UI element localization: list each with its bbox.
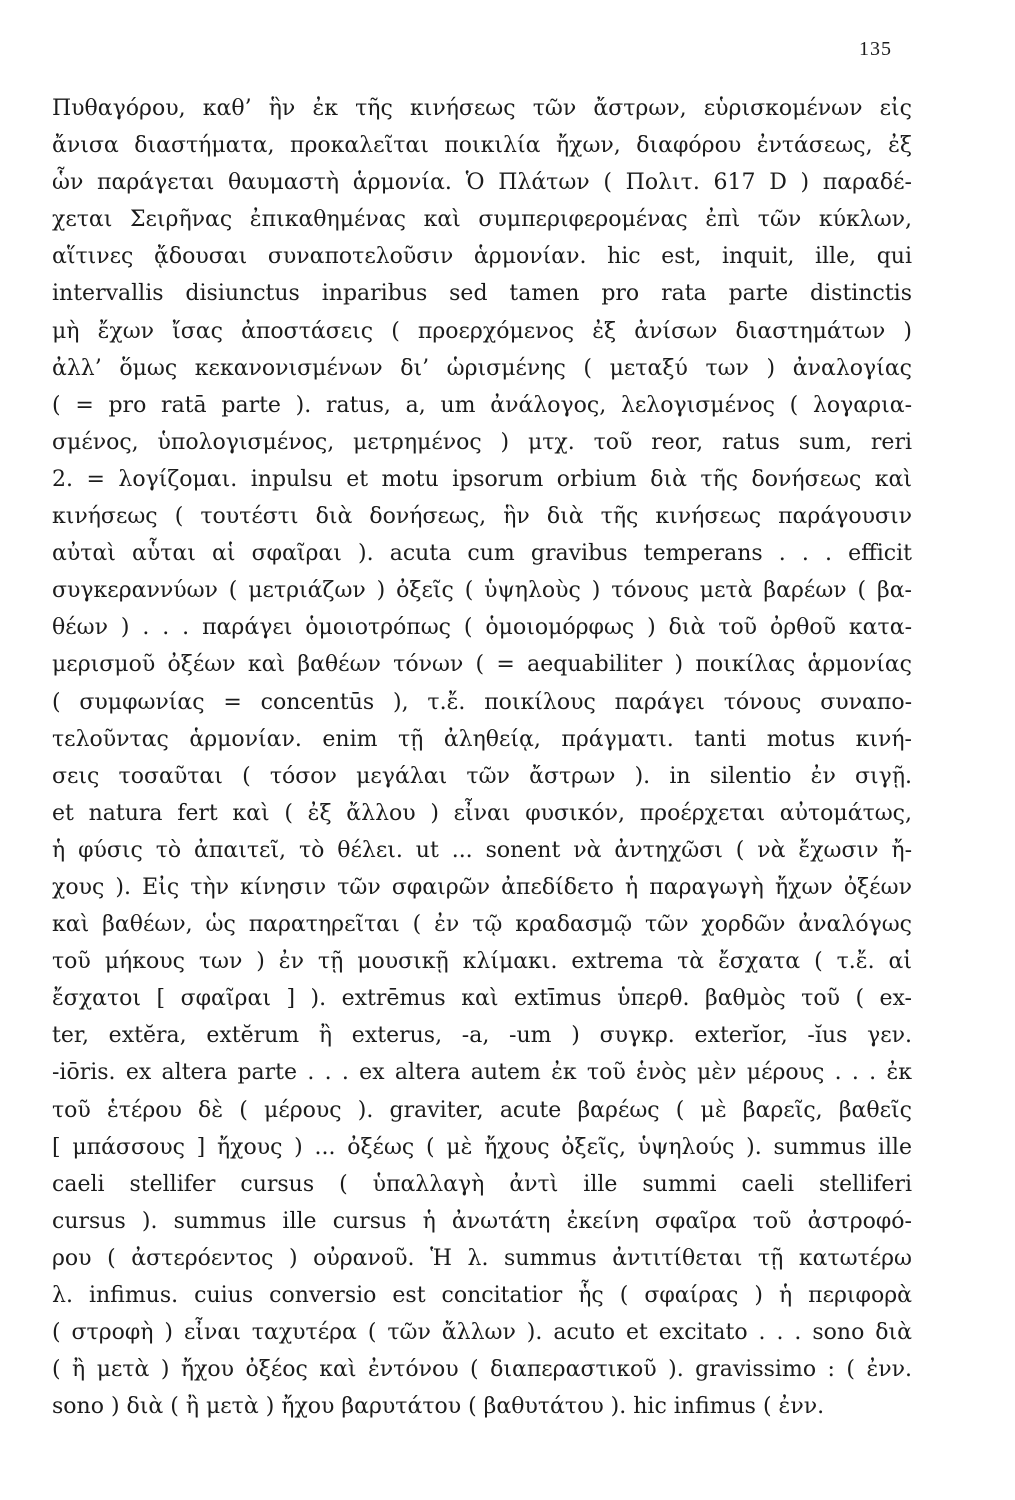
text-line: τοῦ ἑτέρου δὲ ( μέρους ). graviter, acute βαρέως ( μὲ βαρεῖς, βαθεῖς <box>52 1097 912 1123</box>
text-line: ἡ φύσις τὸ ἀπαιτεῖ, τὸ θέλει. ut ... sonent νὰ ἀντηχῶσι ( νὰ ἔχωσιν ἤ- <box>52 837 912 863</box>
text-line: θέων ) . . . παράγει ὁμοιοτρόπως ( ὁμοιομόρφως ) διὰ τοῦ ὀρθοῦ κατα- <box>52 615 912 641</box>
text-line: σεις τοσαῦται ( τόσον μεγάλαι τῶν ἄστρων ). in silentio ἐν σιγῇ. <box>52 763 912 789</box>
text-line: ( = pro ratā parte ). ratus, a, um ἀνάλογος, λελογισμένος ( λογαρια- <box>52 392 912 418</box>
text-line: et natura fert καὶ ( ἐξ ἄλλου ) εἶναι φυσικόν, προέρχεται αὐτομάτως, <box>52 800 912 826</box>
text-line: ( στροφὴ ) εἶναι ταχυτέρα ( τῶν ἄλλων ). acuto et excitato . . . sono διὰ <box>52 1320 912 1346</box>
text-line: μὴ ἔχων ἴσας ἀποστάσεις ( προερχόμενος ἐξ ἀνίσων διαστημάτων ) <box>52 318 912 344</box>
text-line: ( συμφωνίας = concentūs ), τ.ἔ. ποικίλους παράγει τόνους συναπο- <box>52 689 912 715</box>
text-line: ἀλλ’ ὅμως κεκανονισμένων δι’ ὡρισμένης ( μεταξύ των ) ἀναλογίας <box>52 355 912 381</box>
text-line: 2. = λογίζομαι. inpulsu et motu ipsorum orbium διὰ τῆς δονήσεως καὶ <box>52 466 912 492</box>
page-number: 135 <box>859 38 892 60</box>
text-line: ρου ( ἀστερόεντος ) οὐρανοῦ. Ἡ λ. summus ἀντιτίθεται τῇ κατωτέρω <box>52 1245 912 1271</box>
text-line: λ. infimus. cuius conversio est concitatior ἧς ( σφαίρας ) ἡ περιφορὰ <box>52 1283 912 1308</box>
text-line: -iōris. ex altera parte . . . ex altera autem ἐκ τοῦ ἑνὸς μὲν μέρους . . . ἐκ <box>52 1060 912 1086</box>
text-line: ( ἢ μετὰ ) ἤχου ὀξέος καὶ ἐντόνου ( διαπεραστικοῦ ). gravissimo : ( ἐνν. <box>52 1357 912 1383</box>
text-line: Πυθαγόρου, καθ’ ἣν ἐκ τῆς κινήσεως τῶν ἄστρων, εὑρισκομένων εἰς <box>52 96 912 121</box>
text-line: αὐταὶ αὗται αἱ σφαῖραι ). acuta cum gravibus temperans . . . efficit <box>52 541 912 567</box>
text-line: caeli stellifer cursus ( ὑπαλλαγὴ ἀντὶ ille summi caeli stelliferi <box>52 1171 912 1197</box>
text-line: [ μπάσσους ] ἤχους ) ... ὀξέως ( μὲ ἤχους ὀξεῖς, ὑψηλούς ). summus ille <box>52 1134 912 1160</box>
text-line: ter, extĕra, extĕrum ἢ exterus, -a, -um ) συγκρ. exterĭor, -ĭus γεν. <box>52 1023 912 1049</box>
text-line: sono ) διὰ ( ἢ μετὰ ) ἤχου βαρυτάτου ( βαθυτάτου ). hic infimus ( ἐνν. <box>52 1394 825 1420</box>
text-line: αἵτινες ᾄδουσαι συναποτελοῦσιν ἁρμονίαν. hic est, inquit, ille, qui <box>52 244 912 270</box>
text-line: συγκεραννύων ( μετριάζων ) ὀξεῖς ( ὑψηλοὺς ) τόνους μετὰ βαρέων ( βα- <box>52 578 912 604</box>
text-line: ὧν παράγεται θαυμαστὴ ἁρμονία. Ὁ Πλάτων ( Πολιτ. 617 D ) παραδέ- <box>52 170 912 196</box>
commentary-text <box>52 90 912 1425</box>
text-line: τοῦ μήκους των ) ἐν τῇ μουσικῇ κλίμακι. extrema τὰ ἔσχατα ( τ.ἔ. αἱ <box>52 949 912 975</box>
text-line: κινήσεως ( τουτέστι διὰ δονήσεως, ἣν διὰ τῆς κινήσεως παράγουσιν <box>52 504 912 530</box>
text-line: cursus ). summus ille cursus ἡ ἀνωτάτη ἐκείνη σφαῖρα τοῦ ἀστροφό- <box>52 1208 912 1234</box>
text-line: ἄνισα διαστήματα, προκαλεῖται ποικιλία ἤχων, διαφόρου ἐντάσεως, ἐξ <box>52 133 912 159</box>
text-line: χους ). Εἰς τὴν κίνησιν τῶν σφαιρῶν ἀπεδίδετο ἡ παραγωγὴ ἤχων ὀξέων <box>52 874 912 900</box>
text-line: καὶ βαθέων, ὡς παρατηρεῖται ( ἐν τῷ κραδασμῷ τῶν χορδῶν ἀναλόγως <box>52 912 912 938</box>
text-line: intervallis disiunctus inparibus sed tamen pro rata parte distinctis <box>52 281 912 307</box>
text-line: τελοῦντας ἁρμονίαν. enim τῇ ἀληθείᾳ, πράγματι. tanti motus κινή- <box>52 726 912 752</box>
text-line: χεται Σειρῆνας ἐπικαθημένας καὶ συμπεριφερομένας ἐπὶ τῶν κύκλων, <box>52 207 912 233</box>
text-line: μερισμοῦ ὀξέων καὶ βαθέων τόνων ( = aequabiliter ) ποικίλας ἁρμονίας <box>52 652 912 678</box>
text-line: ἔσχατοι [ σφαῖραι ] ). extrēmus καὶ extīmus ὑπερθ. βαθμὸς τοῦ ( ex- <box>52 986 912 1012</box>
text-line: σμένος, ὑπολογισμένος, μετρημένος ) μτχ. τοῦ reor, ratus sum, reri <box>52 429 912 455</box>
